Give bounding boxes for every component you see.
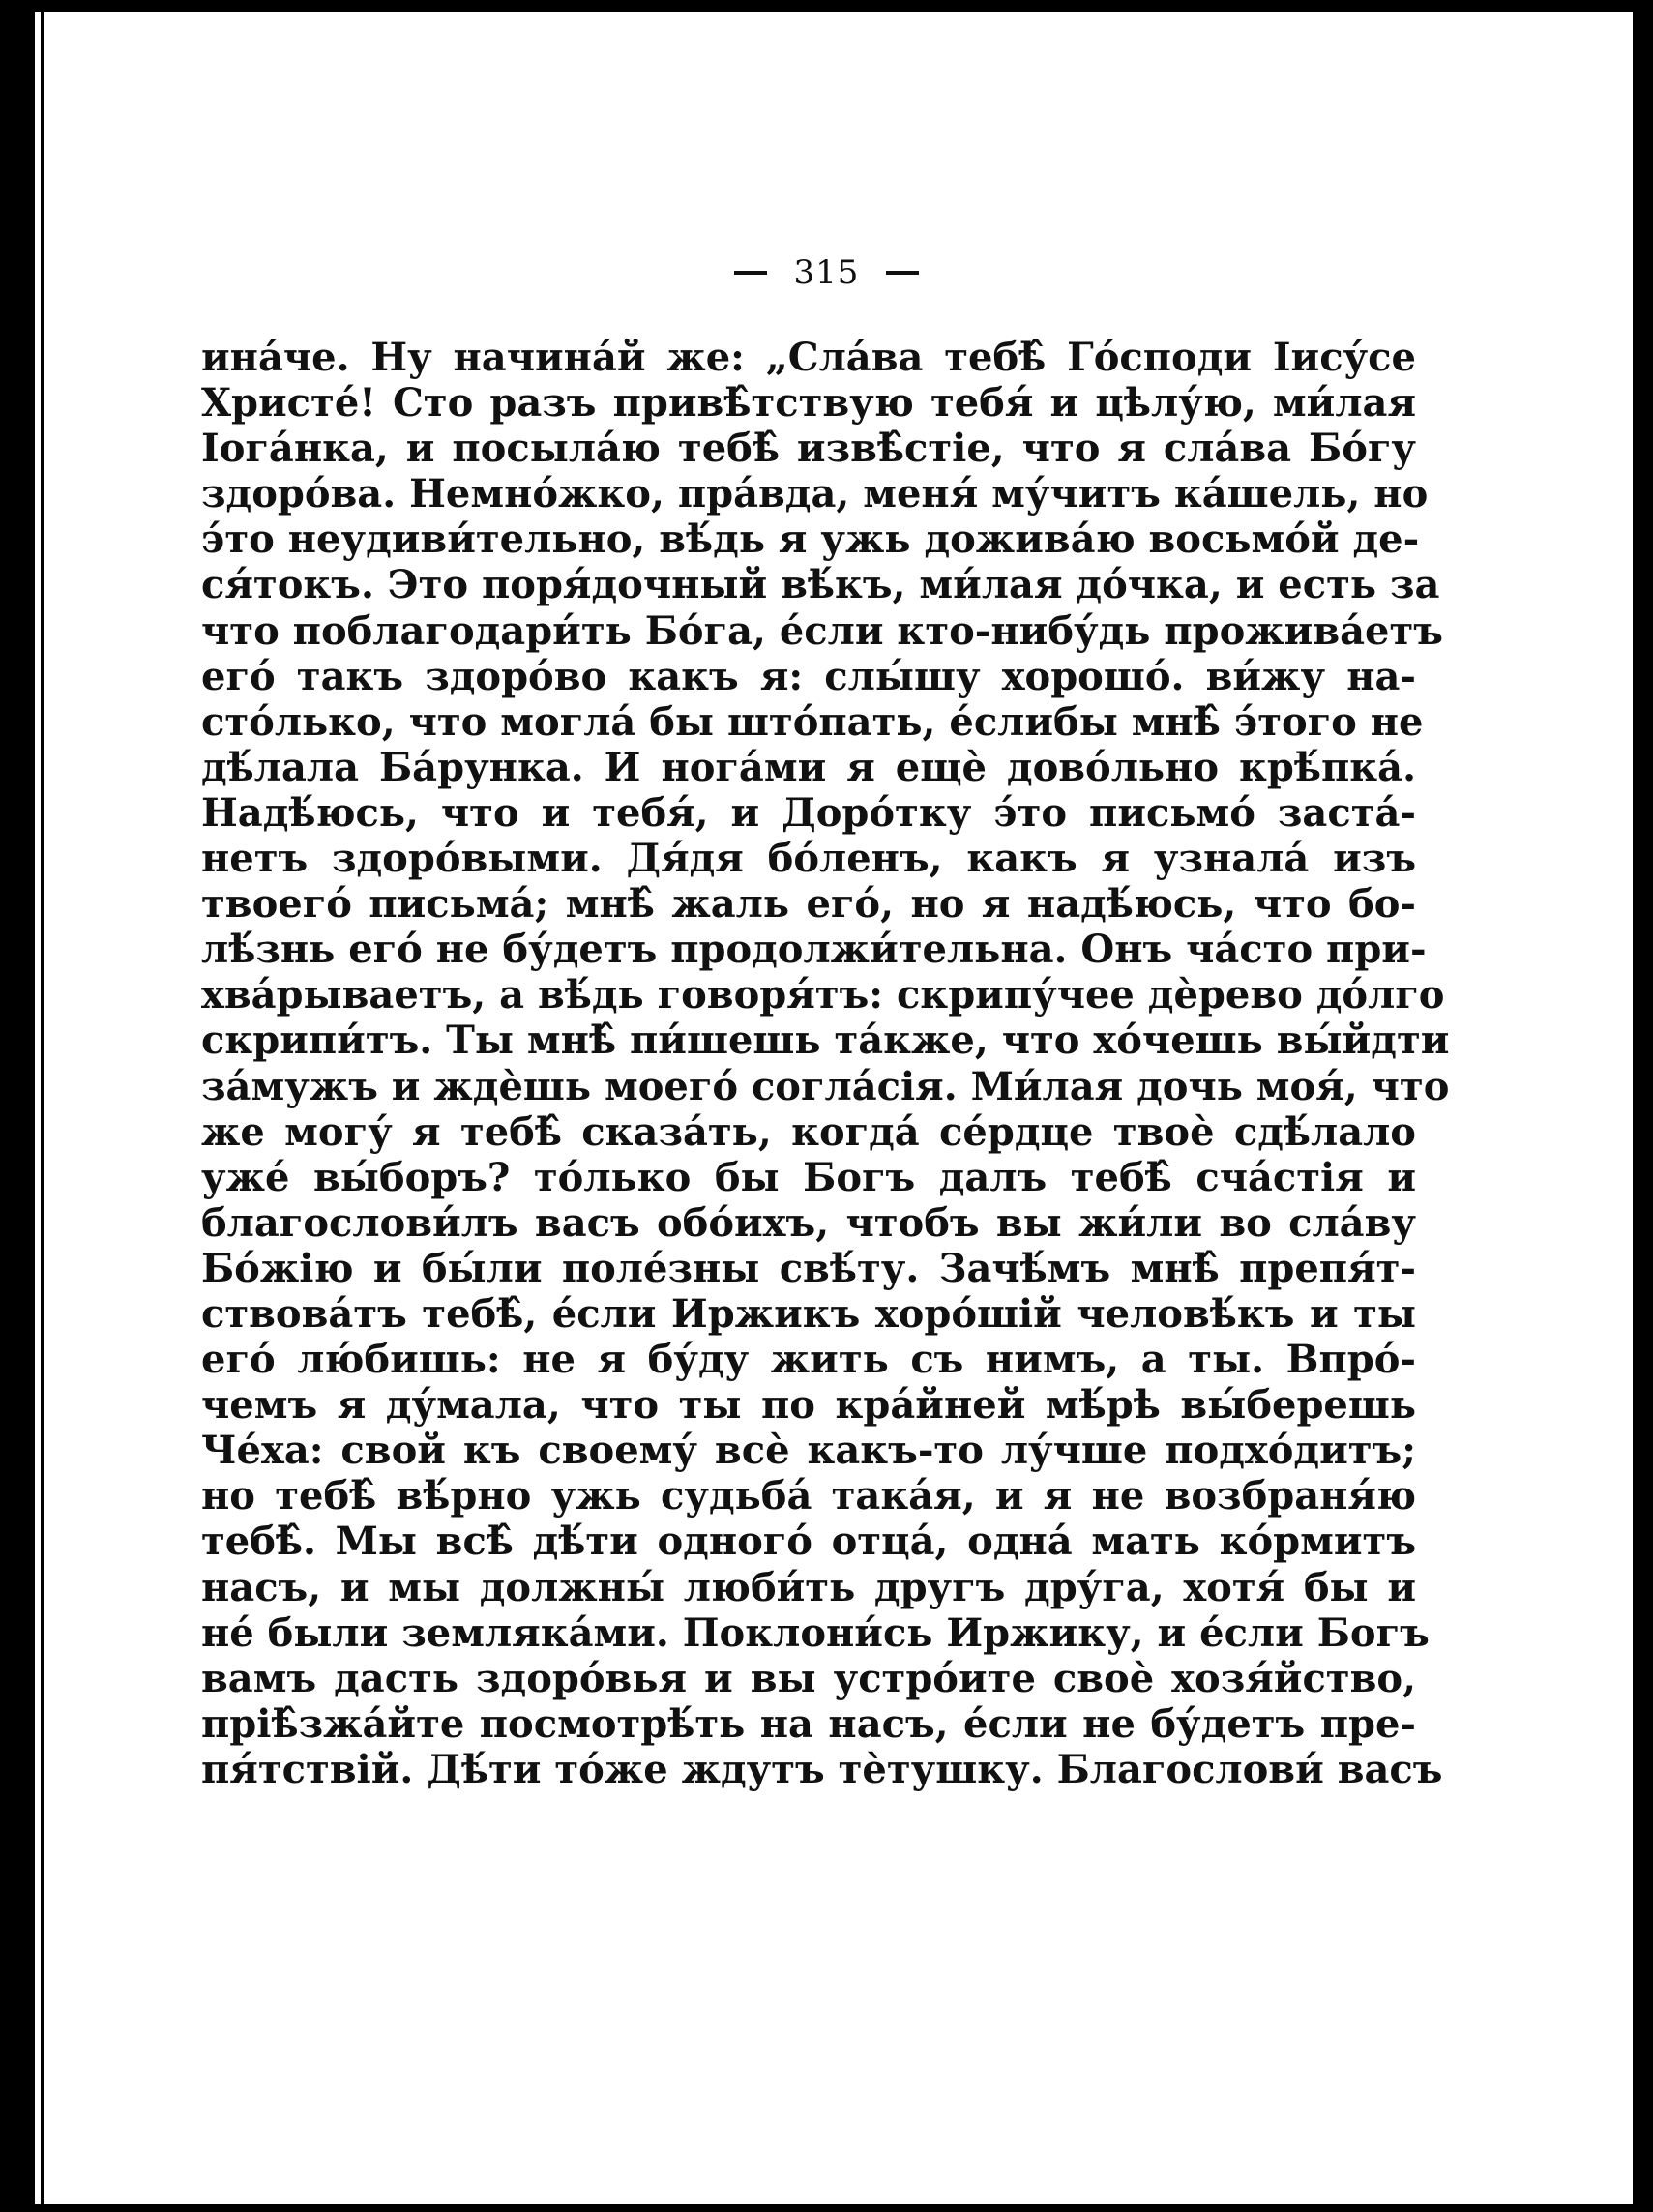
text-line: пріѣ̂зжа́йте посмотрѣ́ть на насъ, е́сли не бу́детъ пре-: [201, 1700, 1416, 1747]
text-line: твоего́ письма́; мнѣ̂ жаль его́, но я надѣ́юсь, что бо-: [201, 881, 1416, 928]
text-line: пя́тствій. Дѣ́ти то́же ждутъ тѐтушку. Благослови́ васъ: [201, 1746, 1443, 1792]
text-line: скрипи́тъ. Ты мнѣ̂ пи́шешь та́кже, что хо́чешь вы́йдти: [201, 1018, 1450, 1064]
text-line: его́ лю́бишь: не я бу́ду жить съ нимъ, а ты. Впро́-: [201, 1337, 1416, 1383]
text-line: насъ, и мы должны́ люби́ть другъ дру́га, хотя́ бы и: [201, 1564, 1416, 1610]
text-line: ся́токъ. Это поря́дочный вѣ́къ, ми́лая до́чка, и есть за: [201, 562, 1440, 608]
text-line: Бо́жію и бы́ли поле́зны свѣ́ту. Зачѣ́мъ мнѣ̂ препя́т-: [201, 1245, 1416, 1291]
text-line: здоро́ва. Немно́жко, пра́вда, меня́ му́читъ ка́шель, но: [201, 471, 1429, 517]
text-line: Че́ха: свой къ своему́ всѐ какъ-то лу́чше подхо́дитъ;: [201, 1428, 1416, 1474]
scan-border-left: [0, 0, 35, 2212]
text-line: дѣ́лала Ба́рунка. И нога́ми я ещѐ дово́льно крѣ́пка́.: [201, 744, 1416, 790]
right-dash: [886, 271, 919, 275]
text-line: его́ такъ здоро́во какъ я: слы́шу хорошо́. ви́жу на-: [201, 653, 1416, 699]
text-line: хва́рываетъ, а вѣ́дь говоря́тъ: скрипу́чее дѐрево до́лго: [201, 972, 1445, 1018]
page-number: 315: [793, 253, 860, 292]
text-line: но тебѣ̂ вѣ́рно ужь судьба́ така́я, и я не возбраня́ю: [201, 1473, 1416, 1519]
page-number-header: [0, 253, 1653, 292]
scan-border-top: [0, 0, 1653, 12]
text-line: за́мужъ и ждѐшь моего́ согла́сія. Ми́лая дочь моя́, что: [201, 1063, 1450, 1109]
text-line: благослови́лъ васъ обо́ихъ, чтобъ вы жи́ли во сла́ву: [201, 1199, 1416, 1246]
text-line: лѣ́знь его́ не бу́детъ продолжи́тельна. Онъ ча́сто при-: [201, 927, 1427, 973]
scan-border-right: [1633, 0, 1653, 2212]
body-text: [201, 335, 1450, 1792]
text-line: не́ были земляка́ми. Поклони́сь Иржику, и е́сли Богъ: [201, 1609, 1430, 1656]
text-line: Христе́! Сто разъ привѣ̂тствую тебя́ и цѣлу́ю, ми́лая: [201, 380, 1416, 427]
text-line: Іога́нка, и посыла́ю тебѣ̂ извѣ̂стіе, что я сла́ва Бо́гу: [201, 426, 1416, 472]
text-line: что поблагодари́ть Бо́га, е́сли кто-нибу́дь прожива́етъ: [201, 607, 1443, 654]
text-line: нетъ здоро́выми. Дя́дя бо́ленъ, какъ я узнала́ изъ: [201, 836, 1416, 882]
text-line: уже́ вы́боръ? то́лько бы Богъ далъ тебѣ̂ сча́стія и: [201, 1154, 1416, 1200]
left-dash: [734, 271, 767, 275]
scan-border-bottom: [0, 2204, 1653, 2212]
text-line: э́то неудиви́тельно, вѣ́дь я ужь дожива́ю восьмо́й де-: [201, 516, 1420, 563]
text-line: тебѣ̂. Мы всѣ̂ дѣ́ти одного́ отца́, одна́ мать ко́рмитъ: [201, 1519, 1416, 1565]
scan-border-left-inner: [41, 0, 44, 2212]
text-line: ина́че. Ну начина́й же: „Сла́ва тебѣ̂ Го́споди Іису́се: [201, 335, 1416, 380]
text-line: же могу́ я тебѣ̂ сказа́ть, когда́ се́рдце твоѐ сдѣ́лало: [201, 1108, 1416, 1155]
text-line: вамъ дасть здоро́вья и вы устро́ите своѐ хозя́йство,: [201, 1655, 1416, 1701]
text-line: Надѣ́юсь, что и тебя́, и Доро́тку э́то письмо́ заста́-: [201, 789, 1416, 836]
text-line: сто́лько, что могла́ бы што́пать, е́слибы мнѣ̂ э́того не: [201, 698, 1424, 745]
text-line: ствова́тъ тебѣ̂, е́сли Иржикъ хоро́шій человѣ́къ и ты: [201, 1290, 1416, 1337]
text-line: чемъ я ду́мала, что ты по кра́йней мѣ́рѣ вы́берешь: [201, 1382, 1416, 1429]
